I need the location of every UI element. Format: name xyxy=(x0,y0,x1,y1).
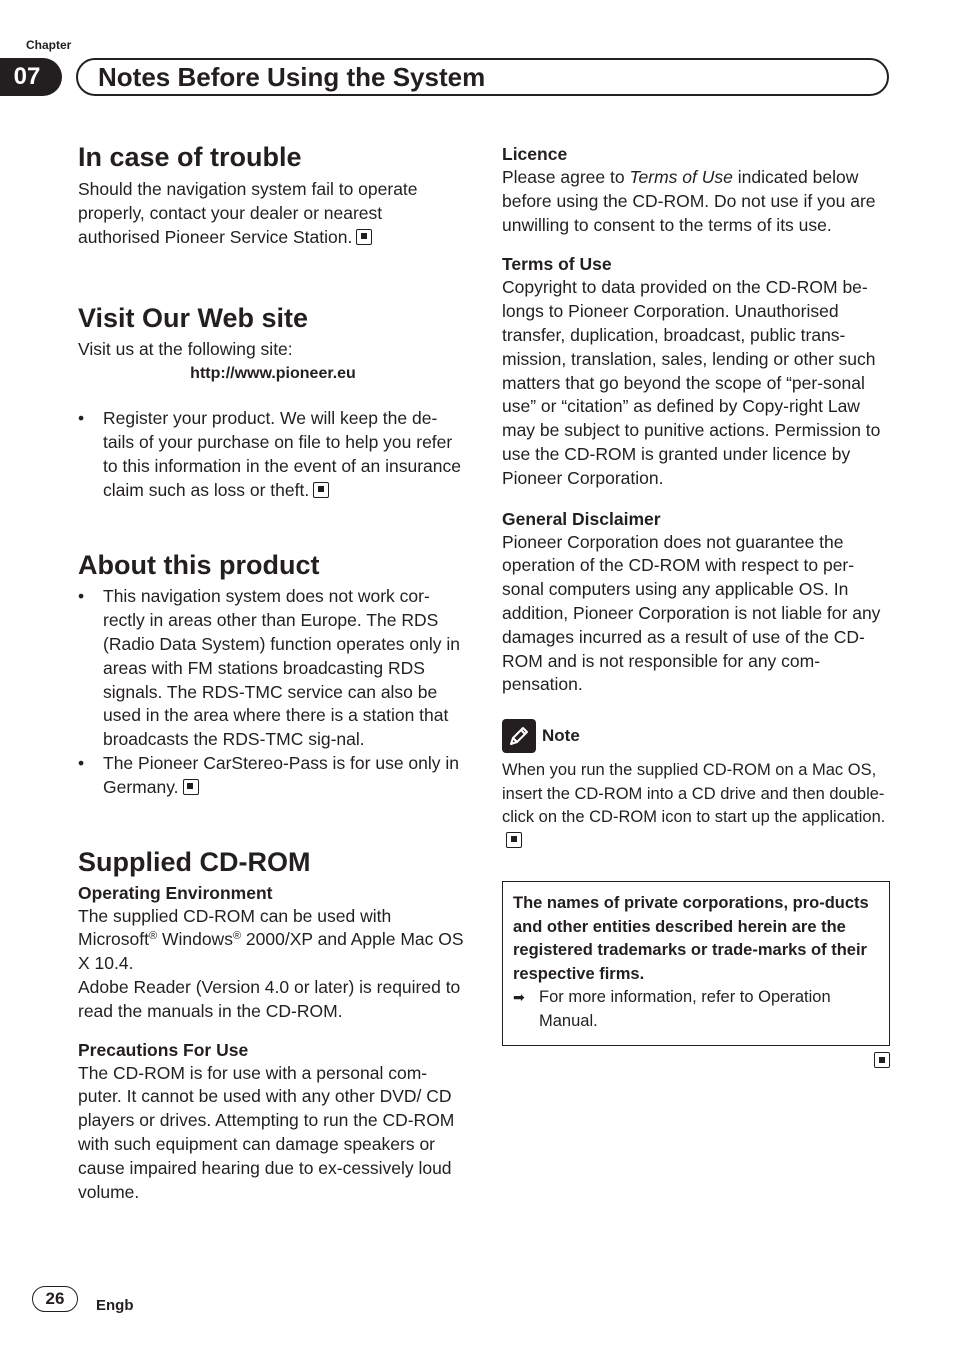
operation-manual-reference: ➡ For more information, refer to Operation Manual. xyxy=(513,986,877,1033)
heading-cdrom: Supplied CD-ROM xyxy=(78,846,311,877)
end-of-section-icon xyxy=(874,1052,890,1068)
trouble-paragraph xyxy=(78,178,468,249)
disclaimer-paragraph: Pioneer Corporation does not guarantee the operation of the CD-ROM with respect to per-sonal computers using any applicable OS. In addition, Pioneer Corporation is not liable for any damages incurred as a result of use of the CD-ROM and is not responsible for any com-pensation. xyxy=(502,531,881,695)
licence-text-1: Please agree to xyxy=(502,167,630,187)
chapter-title-bar xyxy=(76,58,889,96)
subheading-terms: Terms of Use xyxy=(502,254,612,275)
note-text: When you run the supplied CD-ROM on a Mac OS, insert the CD-ROM into a CD drive and then double-click on the CD-ROM icon to start up the application. xyxy=(502,761,886,827)
section-cdrom xyxy=(78,845,468,1205)
note-paragraph xyxy=(502,759,890,853)
precautions-paragraph: The CD-ROM is for use with a personal com-puter. It cannot be used with any other DVD/ CD players or drives. Attempting to run the CD-ROM with such equipment can damage speakers or cause impaired hearing due to ex-cessively loud volume. xyxy=(78,1062,455,1202)
website-intro: Visit us at the following site: xyxy=(78,339,293,360)
section-disclaimer xyxy=(502,507,890,698)
note-label: Note xyxy=(542,726,580,746)
registered-mark: ® xyxy=(148,930,158,943)
section-trouble xyxy=(78,140,468,249)
note-header xyxy=(502,719,890,753)
subheading-licence: Licence xyxy=(502,144,568,164)
heading-website: Visit Our Web site xyxy=(78,303,309,334)
section-website xyxy=(78,301,468,502)
section-note xyxy=(502,719,890,853)
right-column xyxy=(502,140,890,1071)
section-about-product xyxy=(78,548,468,799)
website-url-link[interactable]: http://www.pioneer.eu xyxy=(190,365,356,383)
list-item: • This navigation system does not work cor-rectly in areas other than Europe. The RDS (Radio Data System) function operates only in areas with FM stations broadcasting RDS signals. The RDS-TMC service can also be used in the area where there is a station that broadcasts the RDS-TMC sig-nal. xyxy=(78,585,468,752)
about-bullet-text: The Pioneer CarStereo-Pass is for use only in Germany. xyxy=(103,752,459,797)
about-bullets xyxy=(78,585,468,799)
end-of-section-icon xyxy=(356,229,372,245)
env-reader-paragraph: Adobe Reader (Version 4.0 or later) is required to read the manuals in the CD-ROM. xyxy=(78,976,461,1021)
licence-paragraph xyxy=(502,166,890,237)
end-of-section-icon xyxy=(313,482,329,498)
terms-paragraph: Copyright to data provided on the CD-ROM be-longs to Pioneer Corporation. Unauthorised transfer, duplication, broadcast, public trans-mission, translation, sales, lending or other such matters that go beyond the scope of “per-sonal use” or “citation” as defined by Copy-right Law may be subject to punitive actions. Permission to use the CD-ROM is granted under licence by Pioneer Corporation. xyxy=(502,277,881,488)
terms-of-use-reference: Terms of Use xyxy=(629,167,733,187)
chapter-label: Chapter xyxy=(26,38,72,52)
subheading-disclaimer: General Disclaimer xyxy=(502,508,661,529)
left-column xyxy=(78,140,468,1204)
chapter-number-badge: 07 xyxy=(0,58,62,96)
end-of-section-icon xyxy=(506,832,522,848)
env-paragraph xyxy=(78,905,468,976)
language-code: Engb xyxy=(96,1297,134,1314)
subheading-operating-environment: Operating Environment xyxy=(78,882,273,903)
section-licence xyxy=(502,142,890,237)
chapter-title: Notes Before Using the System xyxy=(98,61,486,92)
trouble-text: Should the navigation system fail to operate properly, contact your dealer or nearest authorised Pioneer Service Station. xyxy=(78,179,418,247)
heading-trouble: In case of trouble xyxy=(78,142,302,172)
page-number: 26 xyxy=(32,1286,78,1312)
env-text-3: 2000/XP and Apple Mac OS X 10.4. xyxy=(78,929,464,974)
subheading-precautions: Precautions For Use xyxy=(78,1039,249,1060)
heading-about-product: About this product xyxy=(78,550,320,581)
list-item xyxy=(78,407,468,502)
website-bullets xyxy=(78,407,468,502)
trademark-notice-box xyxy=(502,881,890,1046)
pencil-note-icon xyxy=(502,719,536,753)
env-text-2: Windows xyxy=(157,929,233,950)
list-item xyxy=(78,752,468,800)
end-of-section-icon xyxy=(183,779,199,795)
section-terms xyxy=(502,252,890,490)
end-mark-row xyxy=(502,1052,890,1071)
registered-mark: ® xyxy=(232,930,242,943)
env-text-1: The supplied CD-ROM can be used with Microsoft xyxy=(78,905,392,950)
website-bullet-text: Register your product. We will keep the de-tails of your purchase on file to help you refer to this information in the event of an insurance claim such as loss or theft. xyxy=(103,408,461,500)
trademark-notice-text: The names of private corporations, pro-ducts and other entities described herein are the registered trademarks or trade-marks of their respective firms. xyxy=(513,894,869,983)
licence-text-2: indicated below before using the CD-ROM. Do not use if you are unwilling to consent to the terms of its use. xyxy=(502,167,876,235)
